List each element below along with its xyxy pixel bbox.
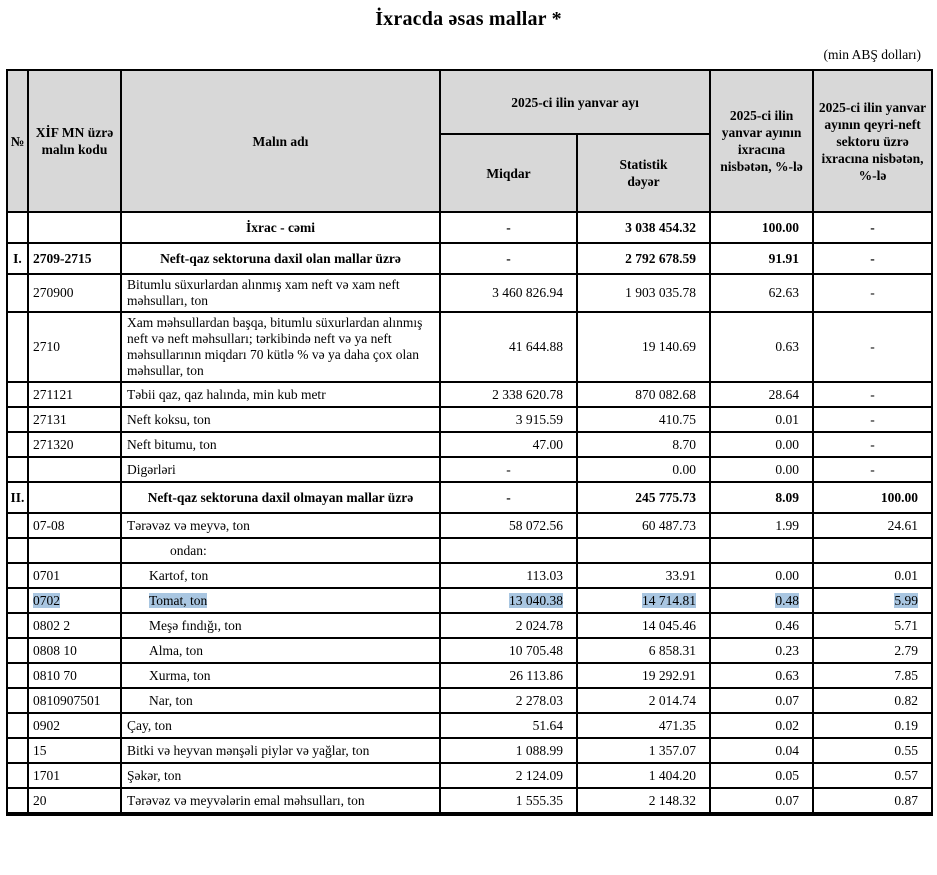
cell-share-nonoil: 0.19 [813,713,932,738]
cell-share-total: 0.01 [710,407,813,432]
cell-share-nonoil: - [813,382,932,407]
cell-share-total: 0.07 [710,788,813,814]
cell-share-nonoil [813,588,932,613]
table-row [7,688,932,713]
cell-name: Meşə fındığı, ton [121,613,440,638]
cell-stat-value: 19 140.69 [577,312,710,382]
cell-stat-value [577,538,710,563]
cell-stat-value: 471.35 [577,713,710,738]
cell-share-nonoil: - [813,457,932,482]
cell-code: 271320 [28,432,121,457]
header-code: XİF MN üzrə malın kodu [28,70,121,212]
cell-name: Bitumlu süxurlardan alınmış xam neft və xam neft məhsulları, ton [121,274,440,312]
cell-name: Tərəvəz və meyvələrin emal məhsulları, ton [121,788,440,814]
cell-quantity: 47.00 [440,432,577,457]
cell-no: I. [7,243,28,274]
cell-share-total [710,588,813,613]
cell-share-nonoil: - [813,274,932,312]
cell-share-nonoil: 0.01 [813,563,932,588]
cell-name: Təbii qaz, qaz halında, min kub metr [121,382,440,407]
unit-note: (min ABŞ dolları) [823,47,921,62]
cell-code: 2709-2715 [28,243,121,274]
cell-share-total: 62.63 [710,274,813,312]
selection-highlight: 0.48 [775,592,800,608]
cell-name: Nar, ton [121,688,440,713]
cell-no [7,713,28,738]
cell-share-nonoil: 0.82 [813,688,932,713]
cell-share-total: 0.00 [710,432,813,457]
cell-quantity: 3 915.59 [440,407,577,432]
cell-code: 0808 10 [28,638,121,663]
cell-no [7,513,28,538]
cell-stat-value: 2 148.32 [577,788,710,814]
cell-quantity: 3 460 826.94 [440,274,577,312]
header-no: № [7,70,28,212]
export-goods-table [6,69,933,816]
cell-code [28,212,121,243]
cell-stat-value: 1 357.07 [577,738,710,763]
cell-code: 0810907501 [28,688,121,713]
cell-name: Neft-qaz sektoruna daxil olan mallar üzrə [121,243,440,274]
cell-stat-value: 60 487.73 [577,513,710,538]
cell-no [7,274,28,312]
cell-share-total: 0.23 [710,638,813,663]
cell-name: Xurma, ton [121,663,440,688]
cell-no [7,457,28,482]
cell-stat-value: 2 792 678.59 [577,243,710,274]
cell-share-nonoil [813,538,932,563]
cell-share-total: 0.02 [710,713,813,738]
cell-code: 07-08 [28,513,121,538]
cell-name: Xam məhsullardan başqa, bitumlu süxurlardan alınmış neft və neft məhsulları; tərkibində neft və ya neft məhsullarının miqdarı 70 kütlə % və ya daha çox olan məhsullar, ton [121,312,440,382]
cell-no [7,382,28,407]
cell-stat-value: 1 404.20 [577,763,710,788]
cell-share-total: 0.00 [710,563,813,588]
cell-name: Neft bitumu, ton [121,432,440,457]
cell-code: 0701 [28,563,121,588]
cell-share-nonoil: - [813,407,932,432]
cell-share-total: 28.64 [710,382,813,407]
cell-share-nonoil: - [813,312,932,382]
cell-code: 2710 [28,312,121,382]
table-row [7,713,932,738]
table-row [7,482,932,513]
header-stat-value: Statistik dəyər [577,134,710,212]
cell-code: 271121 [28,382,121,407]
selection-highlight: 13 040.38 [509,592,563,608]
table-row [7,382,932,407]
table-row [7,243,932,274]
cell-quantity: - [440,482,577,513]
cell-share-total: 91.91 [710,243,813,274]
cell-no [7,788,28,814]
table-row [7,763,932,788]
cell-share-nonoil: - [813,212,932,243]
cell-share-total: 1.99 [710,513,813,538]
header-share-nonoil: 2025-ci ilin yanvar ayının qeyri-neft sektoru üzrə ixracına nisbətən, %-lə [813,70,932,212]
cell-quantity: 2 338 620.78 [440,382,577,407]
cell-quantity: 2 278.03 [440,688,577,713]
cell-share-total: 8.09 [710,482,813,513]
cell-code: 1701 [28,763,121,788]
cell-share-nonoil: 2.79 [813,638,932,663]
cell-code [28,538,121,563]
header-share-total: 2025-ci ilin yanvar ayının ixracına nisbətən, %-lə [710,70,813,212]
table-row [7,432,932,457]
selection-highlight: Tomat, ton [149,592,208,608]
header-quantity: Miqdar [440,134,577,212]
cell-quantity: - [440,212,577,243]
cell-share-nonoil: 5.71 [813,613,932,638]
cell-name: İxrac - cəmi [121,212,440,243]
table-row [7,274,932,312]
table-row [7,312,932,382]
cell-share-total: 0.04 [710,738,813,763]
cell-quantity [440,588,577,613]
cell-share-nonoil: 0.87 [813,788,932,814]
table-row [7,563,932,588]
cell-share-total: 100.00 [710,212,813,243]
cell-share-nonoil: 0.57 [813,763,932,788]
cell-quantity: 10 705.48 [440,638,577,663]
table-row [7,513,932,538]
cell-stat-value: 0.00 [577,457,710,482]
cell-code [28,457,121,482]
table-row [7,407,932,432]
cell-share-total: 0.07 [710,688,813,713]
cell-quantity [440,538,577,563]
table-row [7,212,932,243]
table-row [7,738,932,763]
cell-quantity: - [440,243,577,274]
cell-share-total: 0.63 [710,312,813,382]
table-row [7,638,932,663]
cell-name: Çay, ton [121,713,440,738]
cell-share-nonoil: 24.61 [813,513,932,538]
cell-no [7,432,28,457]
cell-stat-value: 19 292.91 [577,663,710,688]
cell-share-total: 0.63 [710,663,813,688]
cell-share-total [710,538,813,563]
cell-quantity: - [440,457,577,482]
cell-share-nonoil: - [813,243,932,274]
cell-no [7,663,28,688]
cell-share-nonoil: 7.85 [813,663,932,688]
cell-share-total: 0.05 [710,763,813,788]
cell-stat-value: 8.70 [577,432,710,457]
cell-name: Digərləri [121,457,440,482]
cell-stat-value: 245 775.73 [577,482,710,513]
cell-stat-value: 2 014.74 [577,688,710,713]
cell-stat-value: 33.91 [577,563,710,588]
cell-no [7,638,28,663]
table-row [7,588,932,613]
cell-no [7,688,28,713]
cell-stat-value: 6 858.31 [577,638,710,663]
cell-quantity: 41 644.88 [440,312,577,382]
cell-name: Neft-qaz sektoruna daxil olmayan mallar üzrə [121,482,440,513]
table-row [7,457,932,482]
cell-code: 270900 [28,274,121,312]
cell-code: 27131 [28,407,121,432]
cell-name: Şəkər, ton [121,763,440,788]
cell-code: 0810 70 [28,663,121,688]
cell-no [7,613,28,638]
cell-stat-value: 1 903 035.78 [577,274,710,312]
cell-name: Tərəvəz və meyvə, ton [121,513,440,538]
cell-no [7,738,28,763]
cell-code: 0902 [28,713,121,738]
cell-share-total: 0.46 [710,613,813,638]
header-name: Malın adı [121,70,440,212]
cell-name: Alma, ton [121,638,440,663]
cell-no [7,312,28,382]
table-row [7,613,932,638]
selection-highlight: 0702 [33,592,60,608]
cell-quantity: 113.03 [440,563,577,588]
cell-share-nonoil: - [813,432,932,457]
cell-name: Bitki və heyvan mənşəli piylər və yağlar, ton [121,738,440,763]
cell-no [7,563,28,588]
cell-share-nonoil: 0.55 [813,738,932,763]
cell-quantity: 2 124.09 [440,763,577,788]
table-body [7,212,932,814]
table-row [7,538,932,563]
cell-no [7,538,28,563]
cell-no: II. [7,482,28,513]
cell-stat-value: 14 045.46 [577,613,710,638]
cell-share-nonoil: 100.00 [813,482,932,513]
cell-stat-value: 3 038 454.32 [577,212,710,243]
cell-code [28,482,121,513]
cell-stat-value [577,588,710,613]
cell-quantity: 1 088.99 [440,738,577,763]
cell-name: ondan: [121,538,440,563]
header-period-group: 2025-ci ilin yanvar ayı [440,70,710,134]
cell-no [7,588,28,613]
cell-quantity: 26 113.86 [440,663,577,688]
table-row [7,663,932,688]
table-header [7,70,932,212]
table-row [7,788,932,814]
page-title: İxracda əsas mallar * [375,8,562,30]
cell-no [7,763,28,788]
cell-stat-value: 870 082.68 [577,382,710,407]
cell-quantity: 2 024.78 [440,613,577,638]
cell-code: 20 [28,788,121,814]
cell-quantity: 58 072.56 [440,513,577,538]
cell-stat-value: 410.75 [577,407,710,432]
cell-share-total: 0.00 [710,457,813,482]
selection-highlight: 5.99 [894,592,919,608]
cell-code [28,588,121,613]
cell-no [7,212,28,243]
cell-code: 15 [28,738,121,763]
cell-quantity: 1 555.35 [440,788,577,814]
cell-name [121,588,440,613]
cell-code: 0802 2 [28,613,121,638]
cell-quantity: 51.64 [440,713,577,738]
cell-no [7,407,28,432]
cell-name: Kartof, ton [121,563,440,588]
cell-name: Neft koksu, ton [121,407,440,432]
selection-highlight: 14 714.81 [642,592,697,608]
